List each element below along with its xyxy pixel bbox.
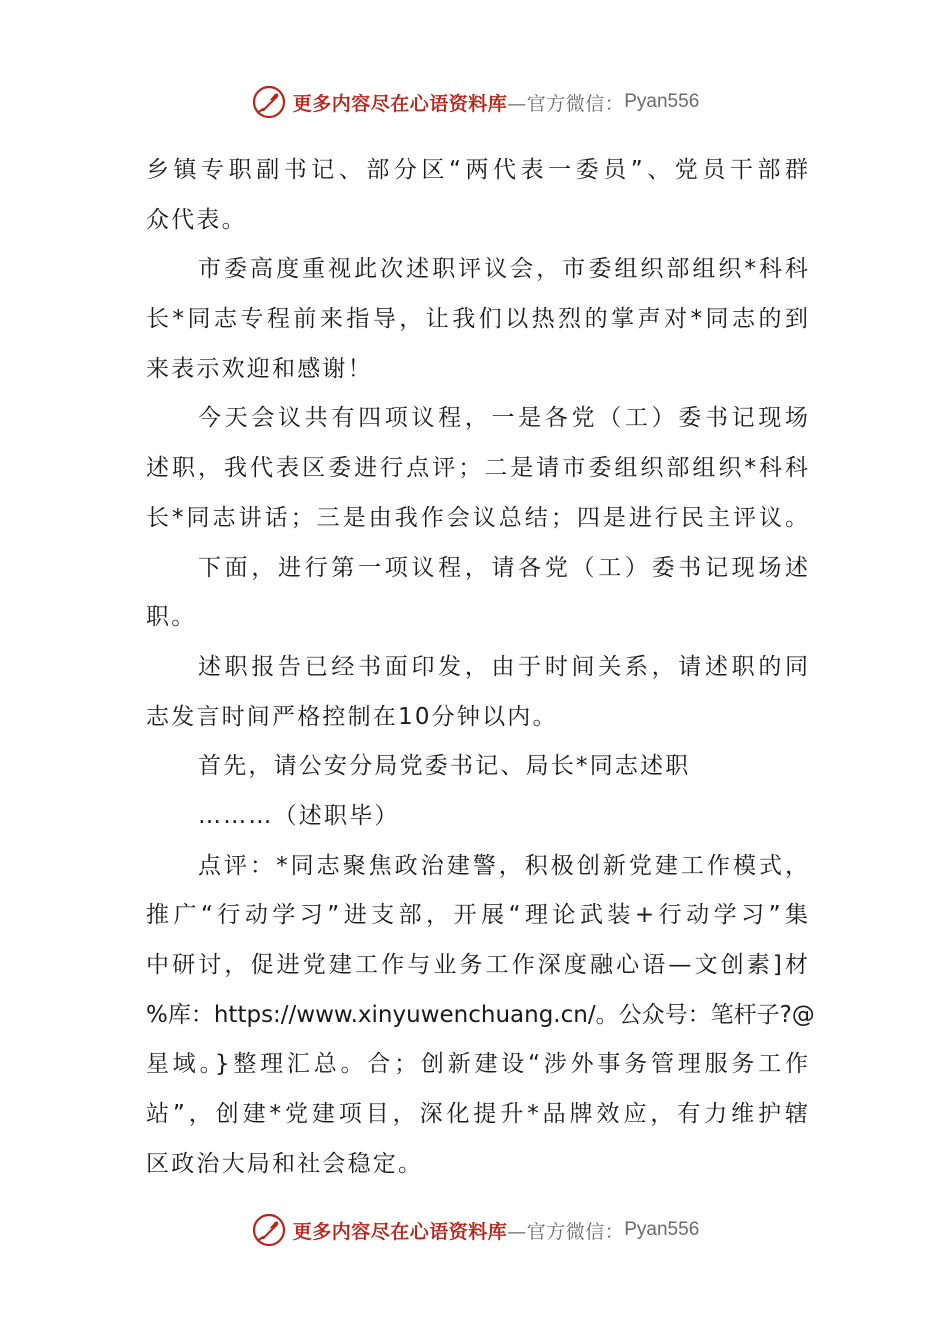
text-line: %库：https://www.xinyuwenchuang.cn/。公众号：笔杆子?@ <box>146 1001 815 1028</box>
document-body <box>146 146 815 1189</box>
text-line: 志发言时间严格控制在10分钟以内。 <box>146 703 558 730</box>
text-line: 下面，进行第一项议程，请各党（工）委书记现场述 <box>198 554 808 581</box>
banner-wechat-id: Pyan556 <box>624 1219 700 1240</box>
text-line: 区政治大局和社会稳定。 <box>146 1150 424 1177</box>
quill-logo-icon <box>251 84 287 120</box>
text-line: 站”，创建*党建项目，深化提升*品牌效应，有力维护辖 <box>146 1101 808 1128</box>
text-line: 点评：*同志聚焦政治建警，积极创新党建工作模式， <box>198 852 808 879</box>
banner-red-text: 更多内容尽在心语资料库 <box>292 1220 508 1243</box>
text-line: 推广“行动学习”进支部，开展“理论武装+行动学习”集 <box>146 902 808 929</box>
footer-watermark-banner <box>0 1208 950 1252</box>
text-line: ………（述职毕） <box>198 802 400 829</box>
text-line: 首先，请公安分局党委书记、局长*同志述职 <box>198 753 691 780</box>
text-line: 今天会议共有四项议程，一是各党（工）委书记现场 <box>198 405 808 432</box>
text-line: 来表示欢迎和感谢！ <box>146 355 373 382</box>
text-line: 述职，我代表区委进行点评；二是请市委组织部组织*科科 <box>146 455 808 482</box>
text-line: 中研讨，促进党建工作与业务工作深度融心语—文创素]材 <box>146 952 808 978</box>
text-line: 众代表。 <box>146 206 247 233</box>
banner-red-text: 更多内容尽在心语资料库 <box>292 92 508 115</box>
text-line: 乡镇专职副书记、部分区“两代表一委员”、党员干部群 <box>146 157 808 183</box>
text-line: 长*同志专程前来指导，让我们以热烈的掌声对*同志的到 <box>146 306 808 333</box>
quill-logo-icon <box>251 1212 287 1248</box>
header-watermark-banner <box>0 80 950 124</box>
text-line: 职。 <box>146 604 197 631</box>
text-line: 长*同志讲话；三是由我作会议总结；四是进行民主评议。 <box>146 504 808 531</box>
banner-wechat-id: Pyan556 <box>624 91 700 112</box>
banner-gray-text: —官方微信： <box>507 1220 625 1243</box>
text-line: 星域。}整理汇总。合；创新建设“涉外事务管理服务工作 <box>146 1051 808 1078</box>
text-line: 市委高度重视此次述职评议会，市委组织部组织*科科 <box>198 256 808 283</box>
text-line: 述职报告已经书面印发，由于时间关系，请述职的同 <box>198 653 808 680</box>
banner-gray-text: —官方微信： <box>507 92 625 115</box>
